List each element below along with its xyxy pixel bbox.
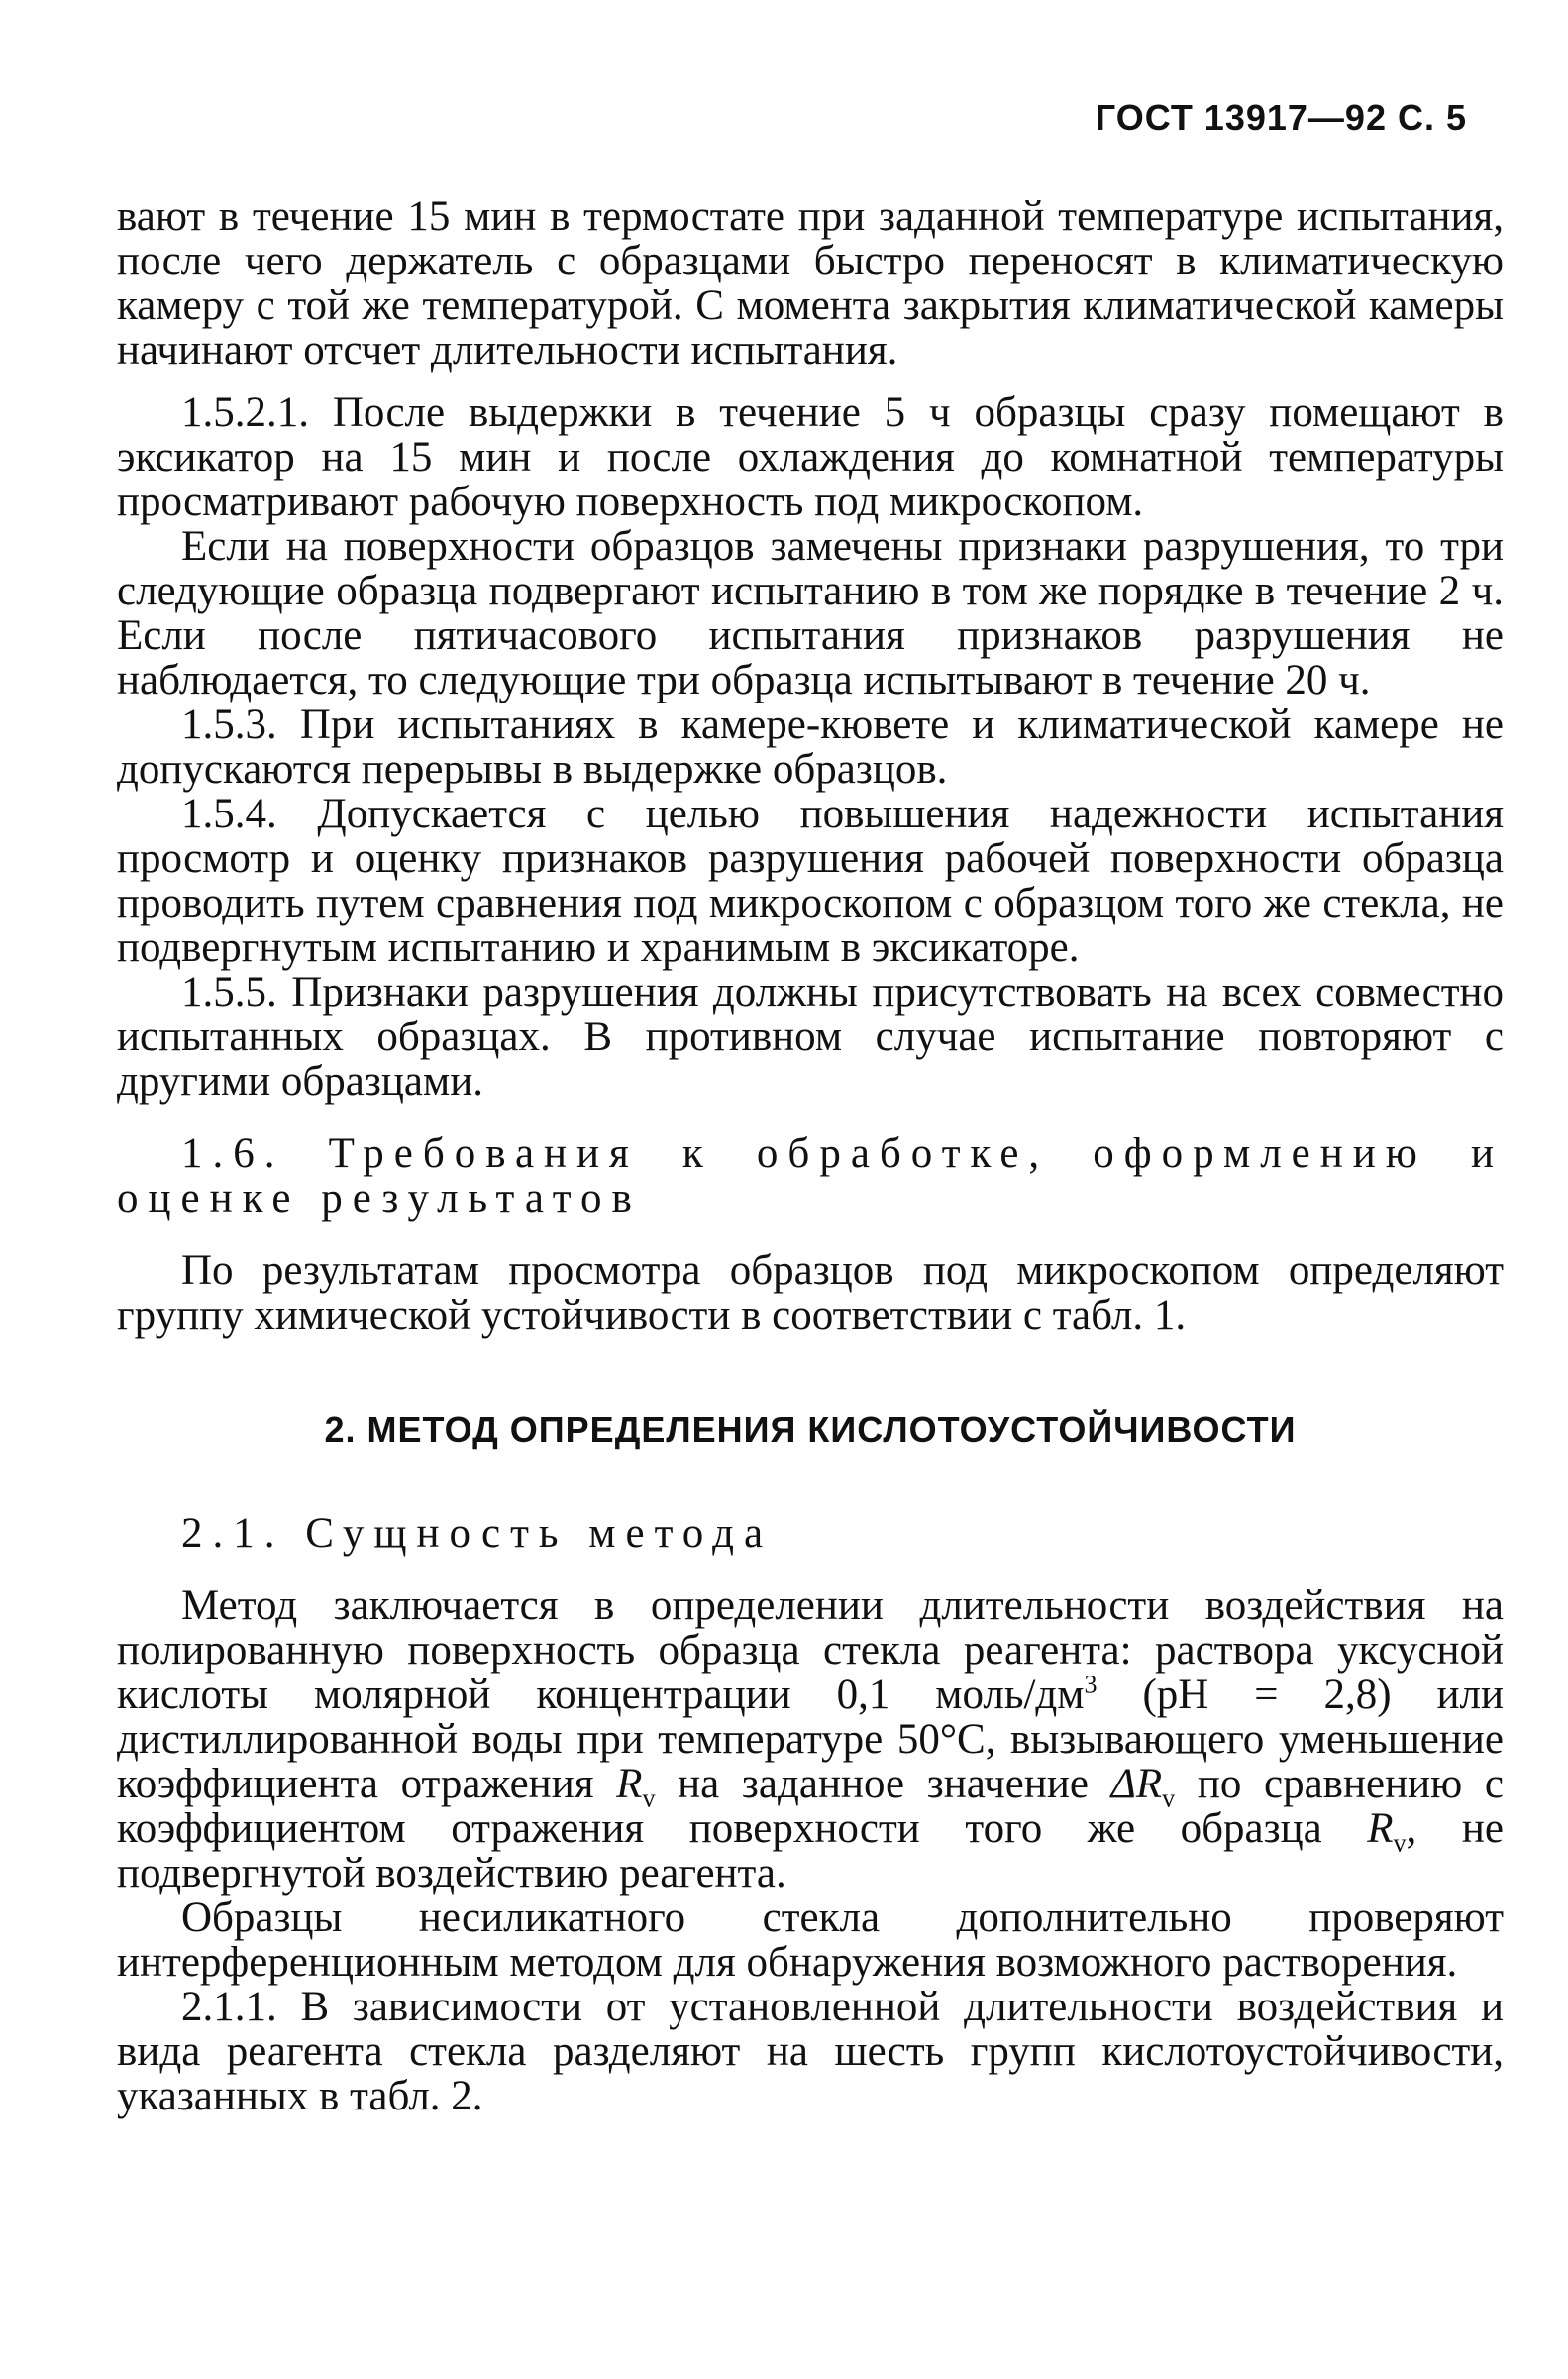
method-text-d: по сравнению с коэффициентом отражения поверхности того же образца: [117, 1761, 1504, 1852]
paragraph-1-5-4: 1.5.4. Допускается с целью повышения надежности испытания просмотр и оценку признаков разрушения рабочей поверхности образца проводить путем сравнения под микроскопом с образцом того же стекла, не подвергнутым испытанию и хранимым в эксикаторе.: [117, 791, 1504, 971]
reflection-subscript-2: v: [1393, 1828, 1407, 1858]
method-text-c: на заданное значение: [655, 1761, 1111, 1807]
method-text-b: (pH = 2,8) или дистиллированной воды при температуре 50°С, вызывающего уменьшение коэффициента отражения: [117, 1672, 1504, 1807]
page-header: ГОСТ 13917—92 С. 5: [1095, 97, 1467, 138]
paragraph-results: По результатам просмотра образцов под микроскопом определяют группу химической устойчивости в соответствии с табл. 1.: [117, 1247, 1504, 1339]
paragraph-destruction-signs: Если на поверхности образцов замечены признаки разрушения, то три следующие образца подвергают испытанию в том же порядке в течение 2 ч. Если после пятичасового испытания признаков разрушения не наблюдается, то следующие три образца испытывают в течение 20 ч.: [117, 523, 1504, 703]
section-title: 2. МЕТОД ОПРЕДЕЛЕНИЯ КИСЛОТОУСТОЙЧИВОСТИ: [324, 1409, 1297, 1450]
reflection-symbol-2: R: [1367, 1805, 1394, 1852]
method-text-a: Метод заключается в определении длительности воздействия на полированную поверхность образца стекла реагента: раствора уксусной кислоты молярной концентрации 0,1 моль/дм: [117, 1582, 1504, 1718]
paragraph-1-5-3: 1.5.3. При испытаниях в камере-кювете и климатической камере не допускаются перерывы в выдержке образцов.: [117, 702, 1504, 793]
paragraph-non-silicate: Образцы несиликатного стекла дополнительно проверяют интерференционным методом для обнаружения возможного растворения.: [117, 1894, 1504, 1986]
reflection-symbol: R: [616, 1761, 643, 1807]
document-body: [117, 194, 1504, 2118]
method-text-e: , не подвергнутой воздействию реагента.: [117, 1805, 1504, 1896]
delta-reflection-subscript: v: [1162, 1784, 1176, 1813]
subsection-heading-1-6: 1.6. Требования к обработке, оформлению и оценке результатов: [117, 1131, 1504, 1222]
paragraph-1-5-5: 1.5.5. Признаки разрушения должны присутствовать на всех совместно испытанных образцах. В противном случае испытание повторяют с другими образцами.: [117, 969, 1504, 1105]
subsection-heading-2-1: 2.1. Сущность метода: [181, 1510, 774, 1557]
paragraph-1-5-2-1: 1.5.2.1. После выдержки в течение 5 ч образцы сразу помещают в эксикатор на 15 мин и после охлаждения до комнатной температуры просматривают рабочую поверхность под микроскопом.: [117, 389, 1504, 525]
paragraph-2-1-1: 2.1.1. В зависимости от установленной длительности воздействия и вида реагента стекла разделяют на шесть групп кислотоустойчивости, указанных в табл. 2.: [117, 1984, 1504, 2119]
unit-exponent: 3: [1084, 1670, 1098, 1699]
paragraph-continuation: вают в течение 15 мин в термостате при заданной температуре испытания, после чего держатель с образцами быстро переносят в климатическую камеру с той же температурой. С момента закрытия климатической камеры начинают отсчет длительности испытания.: [117, 193, 1504, 374]
delta-reflection-symbol: ΔR: [1110, 1761, 1163, 1807]
reflection-subscript: v: [642, 1784, 656, 1813]
paragraph-method-description: [117, 1583, 1504, 1895]
